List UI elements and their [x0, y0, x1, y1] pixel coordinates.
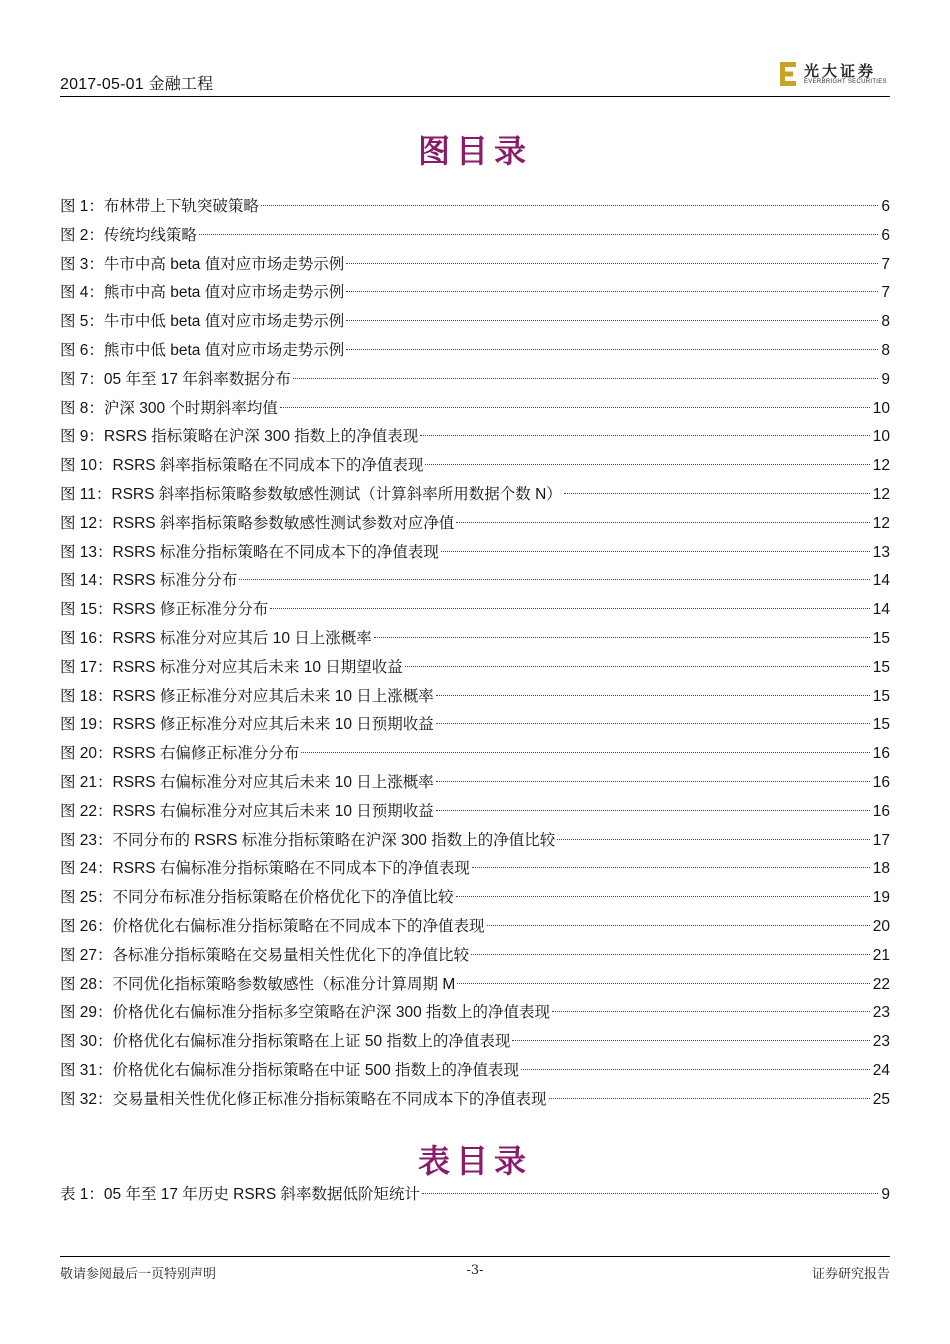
dot-leader: [436, 695, 870, 696]
figure-toc-entry-label: 图 26：价格优化右偏标准分指标策略在不同成本下的净值表现: [60, 917, 485, 935]
figure-toc-entry-label: 图 20：RSRS 右偏修正标准分分布: [60, 745, 300, 763]
figure-toc-entry[interactable]: [60, 654, 890, 683]
figure-toc-entry[interactable]: [60, 308, 890, 337]
figure-toc-entry-label: 图 1：布林带上下轨突破策略: [60, 198, 259, 215]
dot-leader: [420, 435, 869, 436]
figure-toc-entry-label: 图 32：交易量相关性优化修正标准分指标策略在不同成本下的净值表现: [60, 1090, 547, 1108]
dot-leader: [512, 1040, 869, 1041]
figure-toc-entry[interactable]: [60, 1028, 890, 1057]
figure-toc-entry-label: 图 7：05 年至 17 年斜率数据分布: [60, 370, 291, 388]
dot-leader: [239, 579, 869, 580]
dot-leader: [521, 1069, 870, 1070]
figure-toc-entry[interactable]: [60, 740, 890, 769]
figure-toc-entry[interactable]: [60, 481, 890, 510]
figure-toc-entry-label: 图 28：不同优化指标策略参数敏感性（标准分计算周期 M: [60, 975, 456, 993]
dot-leader: [346, 349, 878, 350]
dot-leader: [346, 291, 878, 292]
figure-toc-entry[interactable]: [60, 251, 890, 280]
figure-toc-entry-page: 14: [872, 572, 890, 590]
dot-leader: [436, 781, 870, 782]
dot-leader: [270, 608, 869, 609]
figure-toc-entry-page: 15: [872, 716, 890, 734]
figure-toc-entry[interactable]: [60, 798, 890, 827]
figure-toc-entry[interactable]: [60, 395, 890, 424]
header-date-section: 2017-05-01 金融工程: [60, 76, 214, 93]
figure-toc-entry-page: 8: [881, 313, 890, 331]
figure-toc-entry-page: 23: [872, 1004, 890, 1022]
figure-toc-entry-label: 图 13：RSRS 标准分指标策略在不同成本下的净值表现: [60, 543, 439, 561]
figure-toc-entry[interactable]: [60, 855, 890, 884]
dot-leader: [472, 867, 870, 868]
figures-toc-list: [60, 193, 890, 1115]
figure-toc-entry-label: 图 14：RSRS 标准分分布: [60, 572, 238, 590]
figure-toc-entry-page: 16: [872, 745, 890, 763]
figure-toc-entry[interactable]: [60, 827, 890, 856]
figures-section-title: 图目录: [417, 132, 532, 170]
footer-page-number: -3-: [466, 1263, 484, 1278]
figure-toc-entry-label: 图 6：熊市中低 beta 值对应市场走势示例: [60, 341, 345, 359]
table-toc-entry-label: 表 1：05 年至 17 年历史 RSRS 斜率数据低阶矩统计: [60, 1186, 421, 1203]
figure-toc-entry[interactable]: [60, 366, 890, 395]
figure-toc-entry-page: 23: [872, 1033, 890, 1051]
figure-toc-entry-page: 10: [872, 399, 890, 417]
tables-toc-list: [60, 1181, 890, 1210]
figure-toc-entry-page: 12: [872, 485, 890, 503]
dot-leader: [301, 752, 869, 753]
figure-toc-entry-page: 9: [881, 370, 890, 388]
figure-toc-entry[interactable]: [60, 884, 890, 913]
figure-toc-entry[interactable]: [60, 913, 890, 942]
dot-leader: [549, 1098, 870, 1099]
dot-leader: [422, 1193, 878, 1194]
figure-toc-entry[interactable]: [60, 452, 890, 481]
figure-toc-entry[interactable]: [60, 999, 890, 1028]
figure-toc-entry-page: 22: [872, 975, 890, 993]
figure-toc-entry-label: 图 10：RSRS 斜率指标策略在不同成本下的净值表现: [60, 457, 424, 475]
figure-toc-entry[interactable]: [60, 423, 890, 452]
figure-toc-entry[interactable]: [60, 510, 890, 539]
figure-toc-entry-page: 19: [872, 889, 890, 907]
figure-toc-entry-label: 图 22：RSRS 右偏标准分对应其后未来 10 日预期收益: [60, 802, 434, 820]
figure-toc-entry-label: 图 29：价格优化右偏标准分指标多空策略在沪深 300 指数上的净值表现: [60, 1004, 551, 1022]
figure-toc-entry-label: 图 21：RSRS 右偏标准分对应其后未来 10 日上涨概率: [60, 773, 434, 791]
figure-toc-entry-label: 图 15：RSRS 修正标准分分布: [60, 601, 269, 619]
figure-toc-entry-label: 图 23：不同分布的 RSRS 标准分指标策略在沪深 300 指数上的净值比较: [60, 831, 556, 849]
figure-toc-entry-label: 图 25：不同分布标准分指标策略在价格优化下的净值比较: [60, 889, 454, 907]
everbright-logo: [780, 60, 890, 90]
figure-toc-entry-label: 图 3：牛市中高 beta 值对应市场走势示例: [60, 255, 345, 273]
page-footer: [60, 1256, 890, 1287]
figure-toc-entry-label: 图 4：熊市中高 beta 值对应市场走势示例: [60, 284, 345, 302]
figure-toc-entry[interactable]: [60, 683, 890, 712]
figure-toc-entry-page: 12: [872, 514, 890, 532]
figure-toc-entry[interactable]: [60, 539, 890, 568]
dot-leader: [557, 839, 870, 840]
dot-leader: [346, 263, 878, 264]
figure-toc-entry[interactable]: [60, 1086, 890, 1115]
page-header: [60, 56, 890, 97]
figure-toc-entry-page: 14: [872, 601, 890, 619]
dot-leader: [436, 810, 870, 811]
figure-toc-entry-page: 18: [872, 860, 890, 878]
figure-toc-entry[interactable]: [60, 596, 890, 625]
figure-toc-entry-label: 图 16：RSRS 标准分对应其后 10 日上涨概率: [60, 629, 372, 647]
figure-toc-entry[interactable]: [60, 625, 890, 654]
dot-leader: [552, 1011, 870, 1012]
figure-toc-entry[interactable]: [60, 337, 890, 366]
figure-toc-entry-label: 图 24：RSRS 右偏标准分指标策略在不同成本下的净值表现: [60, 860, 470, 878]
figure-toc-entry[interactable]: [60, 567, 890, 596]
figure-toc-entry[interactable]: [60, 942, 890, 971]
figure-toc-entry-page: 12: [872, 457, 890, 475]
dot-leader: [374, 637, 870, 638]
figure-toc-entry-label: 图 2：传统均线策略: [60, 226, 197, 244]
figure-toc-entry-label: 图 19：RSRS 修正标准分对应其后未来 10 日预期收益: [60, 716, 434, 734]
footer-disclaimer: 敬请参阅最后一页特别声明: [60, 1267, 217, 1282]
figure-toc-entry-page: 24: [872, 1061, 890, 1079]
figure-toc-entry-label: 图 17：RSRS 标准分对应其后未来 10 日期望收益: [60, 658, 403, 676]
dot-leader: [293, 378, 879, 379]
figure-toc-entry-page: 7: [881, 284, 890, 302]
dot-leader: [425, 464, 869, 465]
dot-leader: [456, 896, 870, 897]
figure-toc-entry-label: 图 31：价格优化右偏标准分指标策略在中证 500 指数上的净值表现: [60, 1061, 520, 1079]
figure-toc-entry-page: 7: [881, 255, 890, 273]
dot-leader: [456, 522, 869, 523]
everbright-logo-icon: [780, 62, 798, 86]
figure-toc-entry-label: 图 18：RSRS 修正标准分对应其后未来 10 日上涨概率: [60, 687, 434, 705]
table-toc-entry-page: 9: [881, 1186, 890, 1203]
figure-toc-entry-page: 16: [872, 773, 890, 791]
logo-chinese-name: 光大证券: [804, 62, 877, 80]
figure-toc-entry-label: 图 11：RSRS 斜率指标策略参数敏感性测试（计算斜率所用数据个数 N）: [60, 485, 562, 503]
figure-toc-entry-label: 图 5：牛市中低 beta 值对应市场走势示例: [60, 313, 345, 331]
dot-leader: [436, 723, 870, 724]
figure-toc-entry[interactable]: [60, 193, 890, 222]
dot-leader: [199, 234, 878, 235]
figure-toc-entry-page: 15: [872, 629, 890, 647]
dot-leader: [564, 493, 870, 494]
dot-leader: [441, 551, 870, 552]
figure-toc-entry[interactable]: [60, 711, 890, 740]
figure-toc-entry-label: 图 8：沪深 300 个时期斜率均值: [60, 399, 278, 417]
figure-toc-entry-page: 16: [872, 802, 890, 820]
dot-leader: [280, 407, 870, 408]
figure-toc-entry-page: 6: [881, 226, 890, 244]
dot-leader: [457, 983, 869, 984]
figure-toc-entry-page: 21: [872, 946, 890, 964]
figure-toc-entry-label: 图 12：RSRS 斜率指标策略参数敏感性测试参数对应净值: [60, 514, 455, 532]
dot-leader: [261, 205, 878, 206]
figure-toc-entry-label: 图 27：各标准分指标策略在交易量相关性优化下的净值比较: [60, 946, 470, 964]
figure-toc-entry[interactable]: [60, 971, 890, 1000]
figure-toc-entry-page: 8: [881, 341, 890, 359]
logo-english-name: EVERBRIGHT SECURITIES: [804, 79, 887, 85]
figure-toc-entry-page: 13: [872, 543, 890, 561]
figure-toc-entry-page: 15: [872, 658, 890, 676]
figure-toc-entry-page: 15: [872, 687, 890, 705]
figure-toc-entry-label: 图 9：RSRS 指标策略在沪深 300 指数上的净值表现: [60, 428, 419, 446]
figure-toc-entry[interactable]: [60, 769, 890, 798]
dot-leader: [487, 925, 870, 926]
dot-leader: [471, 954, 870, 955]
figure-toc-entry-page: 10: [872, 428, 890, 446]
dot-leader: [346, 320, 878, 321]
figure-toc-entry-page: 6: [881, 198, 890, 215]
table-toc-entry[interactable]: [60, 1181, 890, 1210]
figure-toc-entry[interactable]: [60, 279, 890, 308]
figure-toc-entry[interactable]: [60, 1057, 890, 1086]
figure-toc-entry-page: 25: [872, 1090, 890, 1108]
footer-report-type: 证券研究报告: [811, 1267, 890, 1282]
dot-leader: [405, 666, 870, 667]
figure-toc-entry[interactable]: [60, 222, 890, 251]
figure-toc-entry-page: 17: [872, 831, 890, 849]
figure-toc-entry-page: 20: [872, 917, 890, 935]
tables-section-title: 表目录: [417, 1142, 532, 1180]
figure-toc-entry-label: 图 30：价格优化右偏标准分指标策略在上证 50 指数上的净值表现: [60, 1033, 511, 1051]
